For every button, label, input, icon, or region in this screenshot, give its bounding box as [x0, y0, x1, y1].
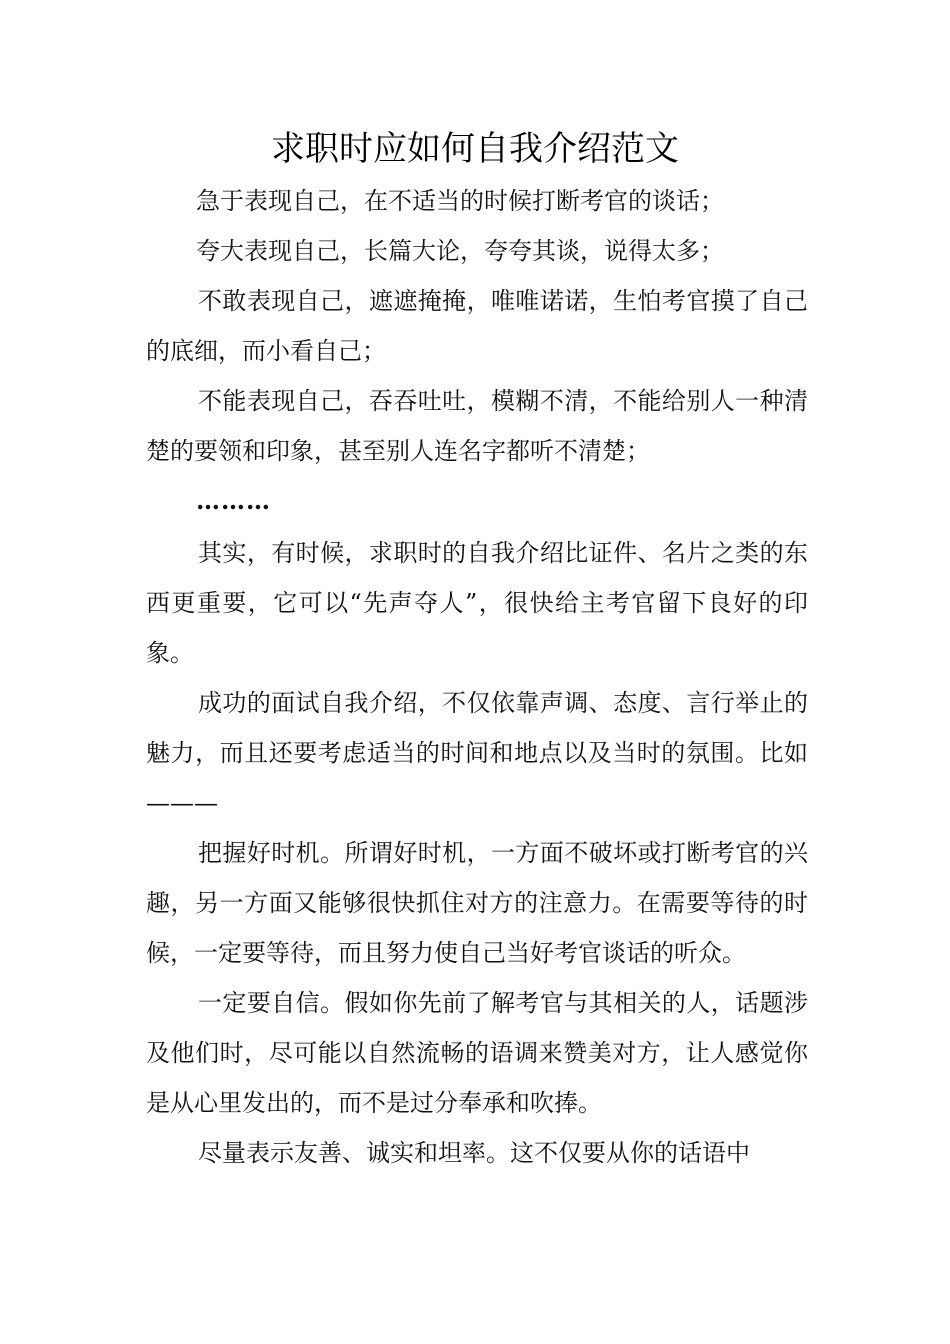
document-title: 求职时应如何自我介绍范文	[271, 129, 679, 169]
paragraph-4: 不能表现自己，吞吞吐吐，模糊不清，不能给别人一种清楚的要领和印象，甚至别人连名字都听不清楚；	[146, 387, 808, 465]
paragraph-6: 成功的面试自我介绍，不仅依靠声调、态度、言行举止的魅力，而且还要考虑适当的时间和地点以及当时的氛围。比如———	[146, 689, 808, 817]
paragraph-1: 急于表现自己，在不适当的时候打断考官的谈话；	[196, 187, 724, 215]
paragraph-8: 一定要自信。假如你先前了解考官与其相关的人，话题涉及他们时，尽可能以自然流畅的语调来赞美对方，让人感觉你是从心里发出的，而不是过分奉承和吹捧。	[146, 989, 808, 1117]
paragraph-7: 把握好时机。所谓好时机，一方面不破坏或打断考官的兴趣，另一方面又能够很快抓住对方的注意力。在需要等待的时候，一定要等待，而且努力使自己当好考官谈话的听众。	[146, 839, 808, 967]
document-body	[146, 176, 808, 1178]
paragraph-5: 其实，有时候，求职时的自我介绍比证件、名片之类的东西更重要，它可以“先声夺人”，很快给主考官留下良好的印象。	[146, 539, 808, 667]
paragraph-2: 夸大表现自己，长篇大论，夸夸其谈，说得太多；	[196, 237, 724, 265]
paragraph-9: 尽量表示友善、诚实和坦率。这不仅要从你的话语中	[198, 1139, 750, 1167]
ellipsis-line: ………	[196, 486, 271, 515]
paragraph-3: 不敢表现自己，遮遮掩掩，唯唯诺诺，生怕考官摸了自己的底细，而小看自己；	[146, 287, 808, 365]
